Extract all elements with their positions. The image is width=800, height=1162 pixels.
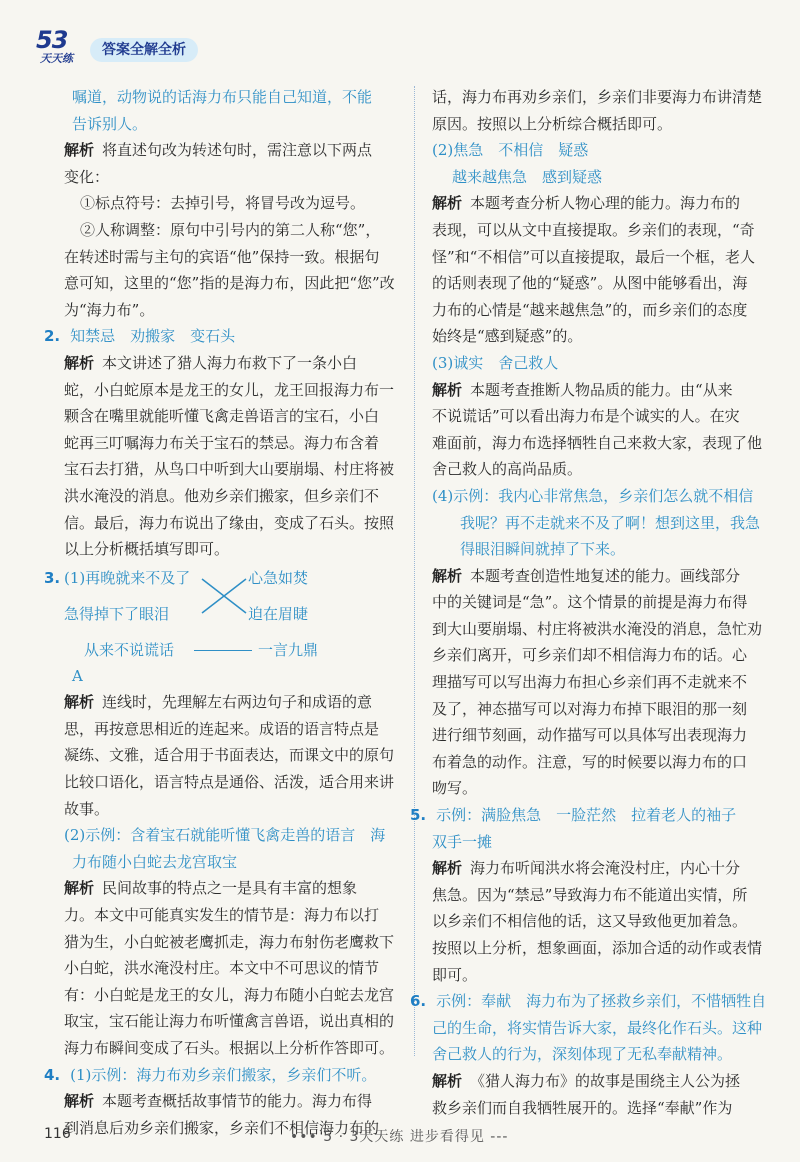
right-column [410, 84, 772, 1121]
analysis-text: 本题考查创造性地复述的能力。画线部分 [470, 566, 741, 585]
analysis-line: ②人称调整：原句中引号内的第二人称“您”， [80, 220, 381, 239]
answer-line: 越来越焦急 感到疑惑 [452, 167, 603, 186]
answer-text: 示例：满脸焦急 一脸茫然 拉着老人的袖子 [436, 806, 737, 825]
analysis-line: 到大山要崩塌、村庄将被洪水淹没的消息，急忙劝 [432, 619, 763, 638]
question-4-answer [44, 1062, 399, 1089]
analysis-line: 布着急的动作。注意，写的时候要以海力布的口 [432, 752, 748, 771]
analysis-line [44, 689, 399, 716]
match-right-3: 一言九鼎 [258, 640, 319, 659]
analysis-line: 始终是“感到疑惑”的。 [432, 327, 583, 346]
question-number: 2. [44, 327, 61, 346]
answer-line: 得眼泪瞬间就掉了下来。 [460, 540, 626, 559]
logo-text: 天天练 [40, 52, 73, 65]
analysis-line: 有：小白蛇是龙王的女儿，海力布随小白蛇去龙宫 [64, 985, 395, 1004]
analysis-label: 解析 [64, 353, 95, 372]
question-number: 5. [410, 806, 427, 825]
analysis-line [432, 563, 772, 590]
analysis-line [432, 190, 772, 217]
answer-line: A [72, 666, 83, 685]
answer-line: 力布随小白蛇去龙宫取宝 [72, 852, 238, 871]
analysis-line [44, 350, 399, 377]
question-number: 3. [44, 568, 61, 587]
analysis-line: 救乡亲们而自我牺牲展开的。选择“奉献”作为 [432, 1098, 733, 1117]
analysis-line: 比较口语化，语言特点是通俗、活泼，适合用来讲 [64, 773, 395, 792]
match-right-2: 迫在眉睫 [248, 604, 309, 623]
question-number: 4. [44, 1065, 61, 1084]
analysis-line: 洪水淹没的消息。他劝乡亲们搬家，但乡亲们不 [64, 486, 380, 505]
analysis-text: 本文讲述了猎人海力布救下了一条小白 [102, 353, 358, 372]
answer-text: 示例：奉献 海力布为了拯救乡亲们，不惜牺牲自 [436, 992, 767, 1011]
analysis-text: 本题考查概括故事情节的能力。海力布得 [102, 1092, 373, 1111]
analysis-text: 将直述句改为转述句时，需注意以下两点 [102, 141, 373, 160]
analysis-label: 解析 [432, 859, 463, 878]
question-3-block [44, 563, 399, 663]
analysis-line: 即可。 [432, 965, 478, 984]
analysis-line: 力布的心情是“越来越焦急”的，而乡亲们的态度 [432, 300, 748, 319]
question-6-answer [410, 988, 772, 1015]
answer-line: 双手一摊 [432, 832, 493, 851]
analysis-line: 怪”和“不相信”可以直接提取，最后一个框，老人 [432, 247, 756, 266]
answer-line: 己的生命，将实情告诉大家，最终化作石头。这种 [432, 1018, 763, 1037]
answer-line: (2)示例：含着宝石就能听懂飞禽走兽的语言 海 [64, 826, 386, 845]
answer-line: 我呢？再不走就来不及了啊！想到这里，我急 [460, 513, 761, 532]
analysis-line: 乡亲们离开，可乡亲们却不相信海力布的话。心 [432, 646, 748, 665]
analysis-line: 信。最后，海力布说出了缘由，变成了石头。按照 [64, 513, 395, 532]
analysis-line: 蛇，小白蛇原本是龙王的女儿，龙王回报海力布一 [64, 380, 395, 399]
analysis-line: 原因。按照以上分析综合概括即可。 [432, 114, 673, 133]
analysis-text: 民间故事的特点之一是具有丰富的想象 [102, 879, 358, 898]
analysis-line: 思，再按意思相近的连起来。成语的语言特点是 [64, 719, 380, 738]
footer-slogan: ••• 5 · 3天天练 进步看得见 --- [290, 1129, 509, 1145]
analysis-line: 小白蛇，洪水淹没村庄。本文中不可思议的情节 [64, 959, 380, 978]
analysis-line: 表现，可以从文中直接提取。乡亲们的表现，“奇 [432, 220, 755, 239]
match-left-3: 从来不说谎话 [84, 640, 175, 659]
analysis-line: 凝练、文雅，适合用于书面表达，而课文中的原句 [64, 746, 395, 765]
analysis-line: 猎为生，小白蛇被老鹰抓走，海力布射伤老鹰救下 [64, 932, 395, 951]
analysis-line: 进行细节刻画，动作描写可以具体写出表现海力 [432, 726, 748, 745]
answer-line: 告诉别人。 [72, 114, 148, 133]
analysis-line: 中的关键词是“急”。这个情景的前提是海力布得 [432, 593, 748, 612]
analysis-line: ①标点符号：去掉引号，将冒号改为逗号。 [80, 194, 366, 213]
question-5-answer [410, 802, 772, 829]
analysis-line: 取宝，宝石能让海力布听懂禽言兽语，说出真相的 [64, 1012, 395, 1031]
analysis-line: 以上分析概括填写即可。 [64, 540, 230, 559]
analysis-line [44, 137, 399, 164]
match-row-3 [64, 635, 399, 663]
analysis-line: 故事。 [64, 799, 110, 818]
matching-diagram [64, 563, 324, 635]
analysis-line: 理描写可以写出海力布担心乡亲们再不走就来不 [432, 673, 748, 692]
analysis-label: 解析 [432, 1071, 463, 1090]
page-number: 116 [44, 1126, 71, 1142]
match-lines [64, 563, 324, 635]
answer-line: 舍己救人的行为，深刻体现了无私奉献精神。 [432, 1045, 733, 1064]
analysis-line: 的话则表现了他的“疑惑”。从图中能够看出，海 [432, 274, 748, 293]
match-left-2: 急得掉下了眼泪 [64, 604, 170, 623]
analysis-text: 《猎人海力布》的故事是围绕主人公为拯 [470, 1071, 741, 1090]
analysis-line: 意可知，这里的“您”指的是海力布，因此把“您”改 [64, 274, 395, 293]
question-number: 6. [410, 992, 427, 1011]
analysis-line: 按照以上分析，想象画面，添加合适的动作或表情 [432, 939, 763, 957]
match-line [194, 650, 252, 651]
analysis-line: 到消息后劝乡亲们搬家，乡亲们不相信海力布的 [64, 1118, 380, 1137]
analysis-line: 变化： [64, 167, 110, 186]
question-2-answer [44, 323, 399, 350]
analysis-line: 舍己救人的高尚品质。 [432, 460, 583, 479]
analysis-line: 力。本文中可能真实发生的情节是：海力布以打 [64, 906, 380, 925]
analysis-line: 焦急。因为“禁忌”导致海力布不能道出实情，所 [432, 885, 748, 904]
analysis-label: 解析 [432, 194, 463, 213]
answer-line: (2)焦急 不相信 疑惑 [432, 141, 589, 160]
analysis-line: 吻写。 [432, 779, 478, 798]
logo-number: 53 [36, 26, 68, 54]
analysis-label: 解析 [64, 1092, 95, 1111]
section-badge: 答案全解全析 [90, 38, 198, 62]
analysis-line: 为“海力布”。 [64, 300, 155, 319]
page-footer [0, 1124, 800, 1148]
analysis-text: 本题考查推断人物品质的能力。由“从来 [470, 380, 733, 399]
analysis-line: 宝石去打猎，从鸟口中听到大山要崩塌、村庄将被 [64, 460, 395, 479]
analysis-text: 本题考查分析人物心理的能力。海力布的 [470, 194, 741, 213]
analysis-line: 海力布瞬间变成了石头。根据以上分析作答即可。 [64, 1039, 395, 1057]
left-column [44, 84, 399, 1141]
answer-line: (3)诚实 舍己救人 [432, 353, 559, 372]
answer-line: (4)示例：我内心非常焦急，乡亲们怎么就不相信 [432, 486, 754, 505]
answer-text: (1)示例：海力布劝乡亲们搬家，乡亲们不听。 [70, 1065, 377, 1084]
analysis-label: 解析 [64, 879, 95, 898]
analysis-text: 连线时，先理解左右两边句子和成语的意 [102, 693, 373, 712]
analysis-line: 蛇再三叮嘱海力布关于宝石的禁忌。海力布含着 [64, 433, 380, 452]
analysis-label: 解析 [432, 380, 463, 399]
analysis-label: 解析 [432, 566, 463, 585]
analysis-label: 解析 [64, 693, 95, 712]
analysis-line [44, 875, 399, 902]
brand-logo [34, 26, 86, 70]
analysis-line: 话，海力布再劝乡亲们，乡亲们非要海力布讲清楚 [432, 88, 763, 106]
answer-line: 嘱道，动物说的话海力布只能自己知道，不能 [72, 88, 373, 106]
analysis-line: 颗含在嘴里就能听懂飞禽走兽语言的宝石，小白 [64, 407, 380, 426]
analysis-line: 及了，神态描写可以对海力布掉下眼泪的那一刻 [432, 699, 748, 718]
answer-text: 知禁忌 劝搬家 变石头 [70, 327, 236, 346]
analysis-text: 海力布听闻洪水将会淹没村庄，内心十分 [470, 859, 741, 878]
analysis-line [432, 377, 772, 404]
analysis-line: 在转述时需与主句的宾语“他”保持一致。根据句 [64, 247, 380, 266]
analysis-line [44, 1088, 399, 1115]
analysis-label: 解析 [64, 141, 95, 160]
analysis-line: 不说谎话”可以看出海力布是个诚实的人。在灾 [432, 407, 740, 426]
analysis-line: 以乡亲们不相信他的话，这又导致他更加着急。 [432, 912, 748, 931]
analysis-line [432, 855, 772, 882]
column-divider [414, 86, 415, 1056]
analysis-line: 难面前，海力布选择牺牲自己来救大家，表现了他 [432, 433, 763, 452]
page-header [34, 26, 274, 70]
analysis-line [432, 1068, 772, 1095]
match-left-1: (1)再晚就来不及了 [64, 568, 191, 587]
match-right-1: 心急如焚 [248, 568, 309, 587]
